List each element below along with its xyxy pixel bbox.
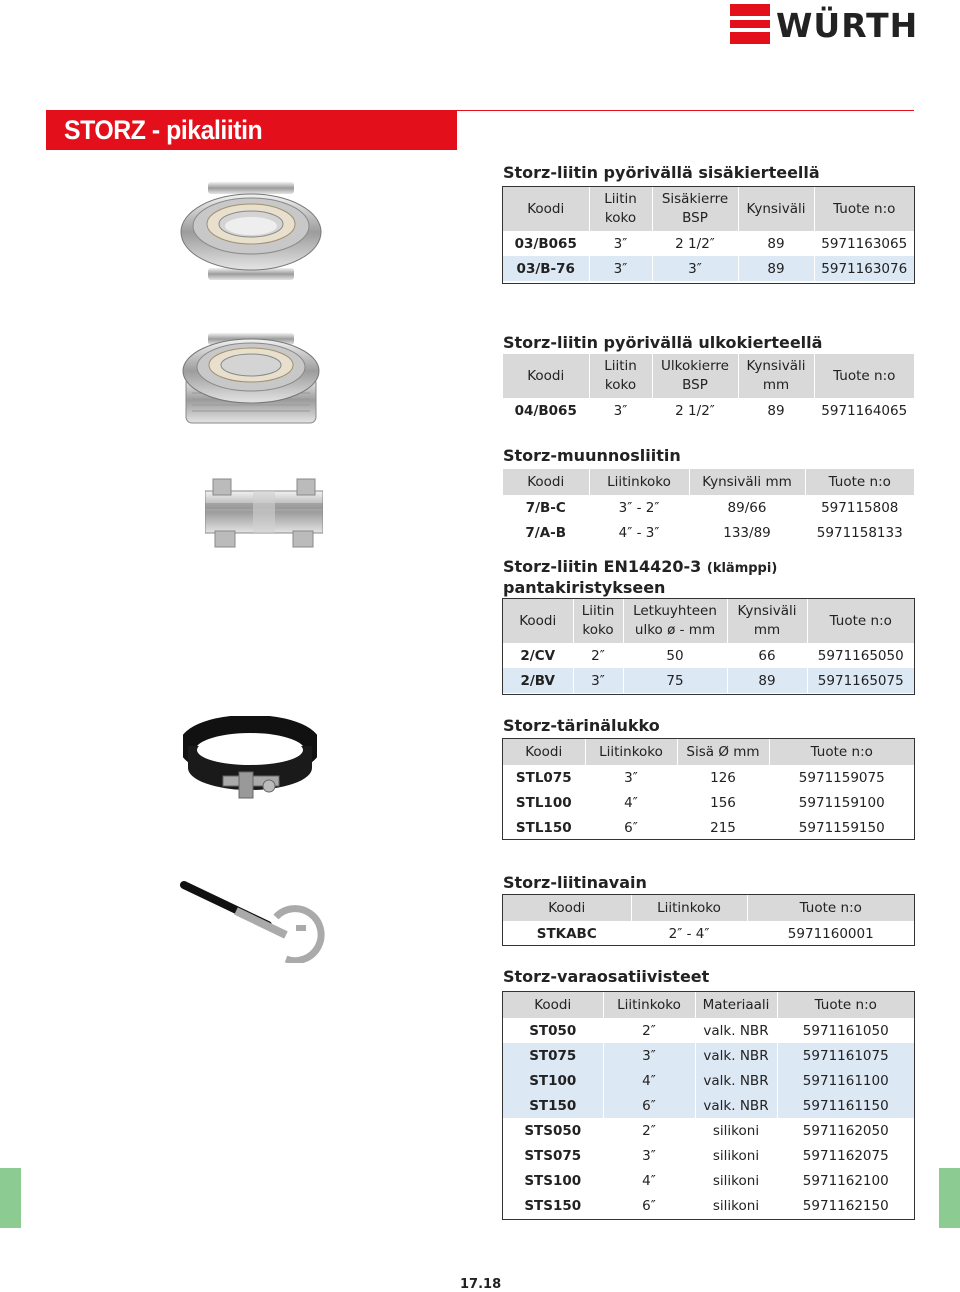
table-cell: 89 [727,668,807,693]
table-cell: 04/B065 [514,402,577,419]
table-cell: valk. NBR [695,1018,777,1043]
section-title-note: (klämppi) [706,561,778,576]
table-row [503,256,914,281]
table-cell: 2″ - 4″ [631,921,747,946]
table-en14420 [503,599,914,693]
table-row [503,398,914,423]
col-header: Koodi [527,473,565,490]
col-header: Koodi [527,367,565,384]
col-header: Liitin koko [589,354,652,398]
table-cell: 2 1/2″ [652,398,738,423]
table-cell: ST100 [529,1072,577,1089]
col-header: Sisä Ø mm [677,739,769,765]
table-cell: 3″ - 2″ [589,495,689,520]
table-cell: 4″ [585,790,677,815]
table-vibration-lock [503,739,914,840]
table-cell: 6″ [603,1093,695,1118]
table-cell: 66 [727,643,807,668]
col-header: Koodi [534,996,572,1013]
col-header: Letkuyhteen ulko ø - mm [623,599,727,643]
section-title-external-thread: Storz-liitin pyörivällä ulkokierteellä [503,333,823,352]
section-title-en14420 [503,557,777,597]
page-title: STORZ - pikaliitin [64,115,263,145]
table-cell: 75 [623,668,727,693]
table-cell: 5971162075 [777,1143,914,1168]
table-cell: 3″ [603,1143,695,1168]
col-header: Liitin koko [573,599,623,643]
coupling-key-image [176,877,328,963]
table-cell: silikoni [695,1193,777,1218]
table-cell: 5971163076 [814,256,914,281]
table-cell: 5971164065 [814,398,914,423]
table-cell: 03/B065 [514,235,577,252]
table-cell: 5971165075 [807,668,914,693]
table-cell: 3″ [652,256,738,281]
col-header: Koodi [527,200,565,217]
col-header: Liitinkoko [603,992,695,1018]
table-row [503,1168,914,1193]
table-cell: 5971162050 [777,1118,914,1143]
table-row [503,1068,914,1093]
table-cell: 7/A-B [525,524,567,541]
table-cell: 597115808 [805,495,914,520]
table-cell: STL075 [515,769,572,786]
table-cell: 4″ - 3″ [589,520,689,545]
col-header: Kynsiväli mm [689,469,805,495]
col-header: Tuote n:o [814,187,914,231]
col-header: Kynsiväli [738,187,814,231]
col-header: Sisäkierre BSP [652,187,738,231]
table-cell: 2″ [603,1018,695,1043]
table-cell: 5971161150 [777,1093,914,1118]
table-cell: 2″ [573,643,623,668]
table-cell: ST050 [529,1022,577,1039]
table-cell: 5971160001 [747,921,914,946]
header-bar [46,110,457,150]
table-row [503,815,914,840]
table-cell: 89 [738,231,814,256]
table-cell: 5971163065 [814,231,914,256]
section-title-line2: pantakiristykseen [503,578,666,597]
table-cell: 5971159150 [769,815,914,840]
col-header: Liitinkoko [631,895,747,921]
table-row [503,1093,914,1118]
brand-name: WÜRTH [776,6,919,45]
table-cell: 5971161050 [777,1018,914,1043]
section-title-adapter: Storz-muunnosliitin [503,446,681,465]
table-cell: 6″ [585,815,677,840]
vibration-lock-image [183,716,317,802]
table-cell: 133/89 [689,520,805,545]
table-cell: 89 [738,256,814,281]
table-row [503,1193,914,1218]
table-gaskets [503,992,914,1218]
table-cell: 3″ [585,765,677,790]
table-cell: 2/CV [520,647,556,664]
page-number: 17.18 [460,1277,502,1292]
table-row [503,495,914,520]
section-title-main: Storz-liitin EN14420-3 [503,557,702,576]
section-title-key: Storz-liitinavain [503,873,647,892]
table-cell: STL100 [515,794,572,811]
table-cell: 3″ [589,398,652,423]
table-cell: 50 [623,643,727,668]
section-title-vibration-lock: Storz-tärinälukko [503,716,660,735]
table-cell: 2″ [603,1118,695,1143]
table-cell: ST075 [529,1047,577,1064]
col-header: Tuote n:o [777,992,914,1018]
table-row [503,1018,914,1043]
table-cell: 4″ [603,1068,695,1093]
table-cell: STL150 [515,819,572,836]
table-external-thread [503,354,914,423]
col-header: Liitin koko [589,187,652,231]
table-cell: 156 [677,790,769,815]
col-header: Tuote n:o [814,354,914,398]
table-cell: 3″ [589,256,652,281]
table-cell: ST150 [529,1097,577,1114]
table-cell: 5971158133 [805,520,914,545]
table-row [503,520,914,545]
table-cell: valk. NBR [695,1093,777,1118]
table-row [503,1118,914,1143]
table-row [503,921,914,946]
side-tab-right [939,1168,960,1228]
col-header: Koodi [525,743,563,760]
side-tab-left [0,1168,21,1228]
section-title-internal-thread: Storz-liitin pyörivällä sisäkierteellä [503,163,820,182]
table-cell: 7/B-C [525,499,566,516]
table-cell: 5971159100 [769,790,914,815]
table-cell: 5971165050 [807,643,914,668]
table-row [503,1143,914,1168]
table-row [503,1043,914,1068]
col-header: Tuote n:o [747,895,914,921]
table-cell: 126 [677,765,769,790]
table-cell: 3″ [589,231,652,256]
header-divider [457,110,914,111]
table-cell: valk. NBR [695,1043,777,1068]
table-cell: 5971162100 [777,1168,914,1193]
table-cell: STKABC [536,925,597,942]
table-cell: 3″ [603,1043,695,1068]
col-header: Liitinkoko [589,469,689,495]
table-cell: 215 [677,815,769,840]
table-cell: 5971159075 [769,765,914,790]
coupling-internal-thread-image [178,182,324,282]
table-cell: silikoni [695,1168,777,1193]
wurth-logo [730,4,920,44]
col-header: Kynsiväli mm [727,599,807,643]
table-cell: STS150 [524,1197,582,1214]
table-row [503,643,914,668]
table-row [503,668,914,693]
table-cell: 3″ [573,668,623,693]
col-header: Tuote n:o [807,599,914,643]
table-cell: 89 [738,398,814,423]
table-cell: 5971161075 [777,1043,914,1068]
table-cell: 5971162150 [777,1193,914,1218]
col-header: Koodi [519,612,557,629]
adapter-coupling-image [205,473,323,553]
table-row [503,231,914,256]
table-cell: STS100 [524,1172,582,1189]
table-internal-thread [503,187,914,281]
table-adapter [503,469,914,545]
col-header: Materiaali [695,992,777,1018]
table-cell: 2/BV [520,672,555,689]
col-header: Tuote n:o [769,739,914,765]
section-title-gaskets: Storz-varaosatiivisteet [503,967,710,986]
col-header: Ulkokierre BSP [652,354,738,398]
table-key [503,895,914,946]
table-cell: STS050 [524,1122,582,1139]
table-cell: 5971161100 [777,1068,914,1093]
col-header: Kynsiväli mm [738,354,814,398]
coupling-external-thread-image [178,333,324,427]
col-header: Tuote n:o [805,469,914,495]
table-cell: STS075 [524,1147,582,1164]
wurth-logo-icon [730,4,770,44]
col-header: Liitinkoko [585,739,677,765]
table-row [503,790,914,815]
table-row [503,765,914,790]
col-header: Koodi [548,899,586,916]
table-cell: 6″ [603,1193,695,1218]
table-cell: valk. NBR [695,1068,777,1093]
table-cell: 03/B-76 [516,260,575,277]
table-cell: silikoni [695,1143,777,1168]
table-cell: 2 1/2″ [652,231,738,256]
table-cell: 4″ [603,1168,695,1193]
table-cell: 89/66 [689,495,805,520]
table-cell: silikoni [695,1118,777,1143]
